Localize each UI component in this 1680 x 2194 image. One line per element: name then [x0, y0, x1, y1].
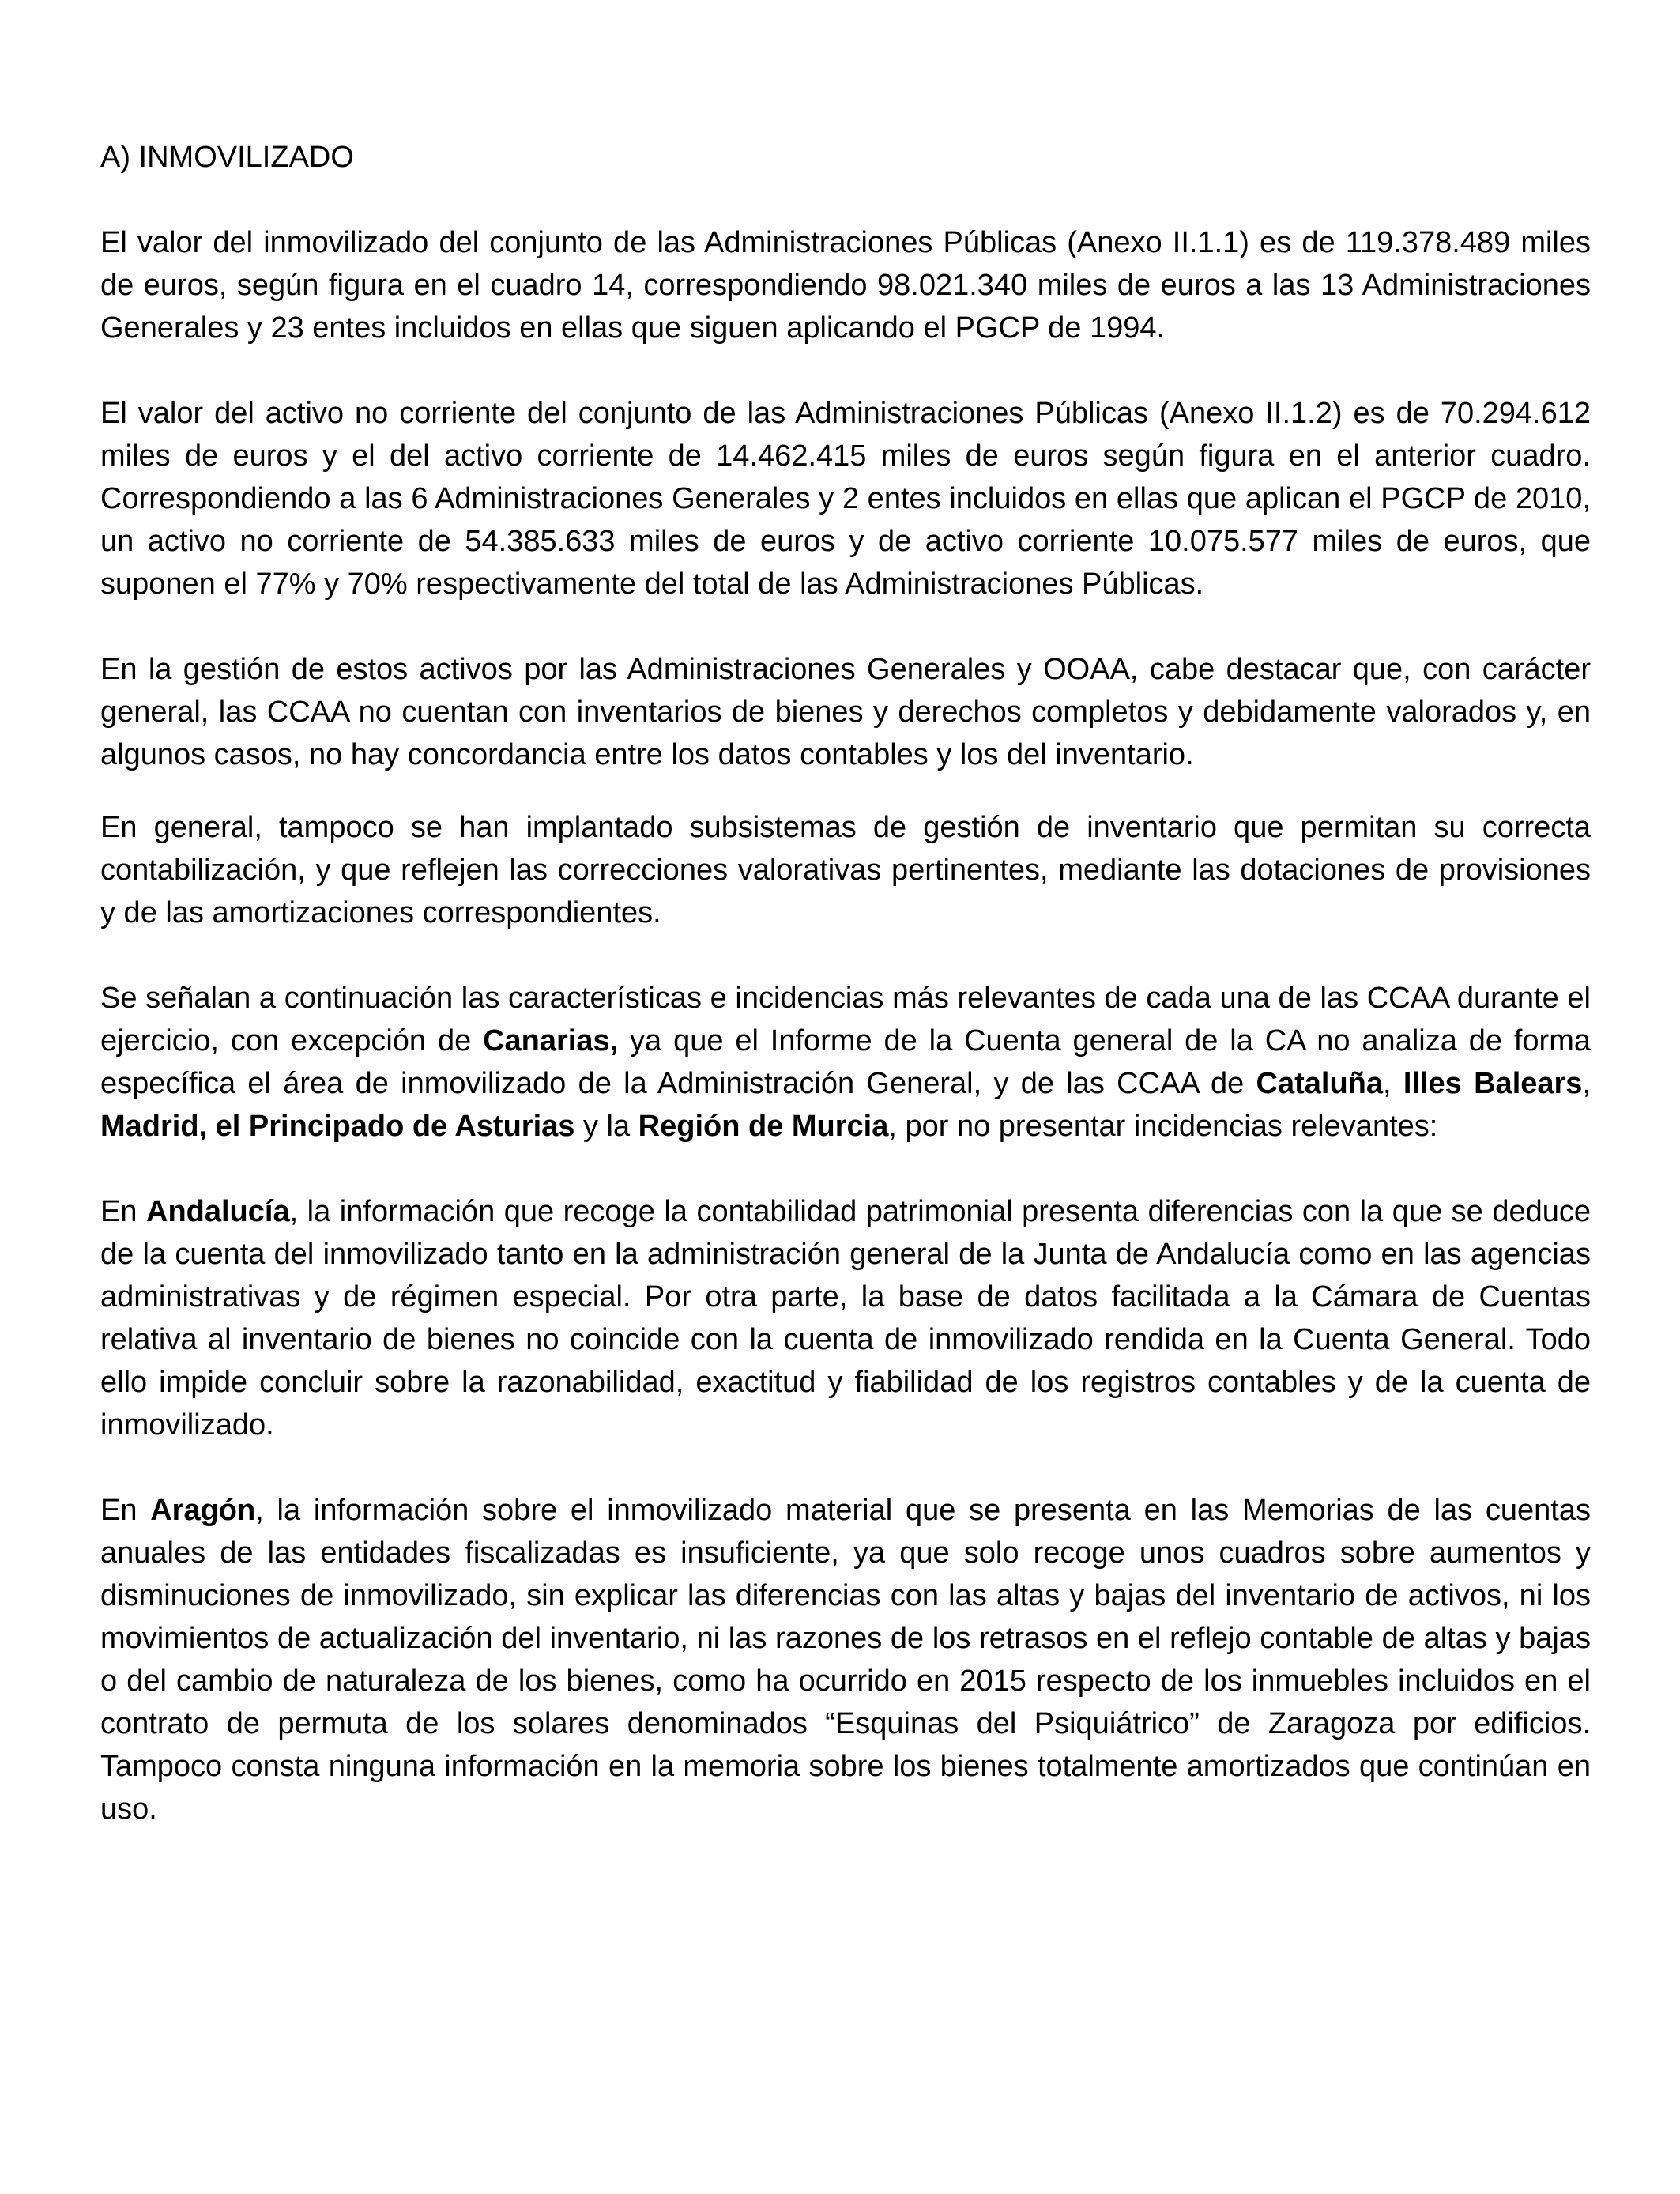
- text-run: ,: [1582, 1067, 1591, 1100]
- text-run: ya que el Informe de la Cuenta general de la CA no analiza de forma específica el área de inmovilizado de la Administración General, y de las CCAA de: [100, 1024, 1591, 1100]
- bold-aragon: Aragón: [150, 1494, 256, 1527]
- bold-canarias: Canarias,: [483, 1024, 619, 1057]
- text-run: ,: [1383, 1067, 1403, 1100]
- paragraph-subsistemas-inventario: En general, tampoco se han implantado subsistemas de gestión de inventario que permitan su correcta contabilización, y que reflejen las correcciones valorativas pertinentes, mediante las dotaciones de provisiones y de las amortizaciones correspondientes.: [100, 811, 1591, 929]
- text-run: , por no presentar incidencias relevantes:: [888, 1110, 1438, 1143]
- bold-region-murcia: Región de Murcia: [638, 1110, 889, 1143]
- paragraph-aragon: [100, 1489, 1591, 1830]
- paragraph-inmovilizado-value: El valor del inmovilizado del conjunto de las Administraciones Públicas (Anexo II.1.1) es de 119.378.489 miles de euros, según figura en el cuadro 14, correspondiendo 98.021.340 miles de euros a las 13 Administraciones Generales y 23 entes incluidos en ellas que siguen aplicando el PGCP de 1994.: [100, 226, 1591, 345]
- section-heading: A) INMOVILIZADO: [100, 141, 354, 174]
- bold-cataluna: Cataluña: [1256, 1067, 1384, 1100]
- paragraph-gestion-activos: En la gestión de estos activos por las Administraciones Generales y OOAA, cabe destacar que, con carácter general, las CCAA no cuentan con inventarios de bienes y derechos completos y debidamente valorados y, en algunos casos, no hay concordancia entre los datos contables y los del inventario.: [100, 653, 1591, 771]
- text-run: , la información sobre el inmovilizado material que se presenta en las Memorias de las cuentas anuales de las entidades fiscalizadas es insuficiente, ya que solo recoge unos cuadros sobre aumentos y disminuciones de inmovilizado, sin explicar las diferencias con las altas y bajas del inventario de activos, ni los movimientos de actualización del inventario, ni las razones de los retrasos en el reflejo contable de altas y bajas o del cambio de naturaleza de los bienes, como ha ocurrido en 2015 respecto de los inmuebles incluidos en el contrato de permuta de los solares denominados “Esquinas del Psiquiátrico” de Zaragoza por edificios. Tampoco consta ninguna información en la memoria sobre los bienes totalmente amortizados que continúan en uso.: [100, 1494, 1591, 1826]
- text-run: En: [100, 1494, 151, 1527]
- text-run: En: [100, 1195, 146, 1228]
- paragraph-caracteristicas-ccaa: [100, 977, 1591, 1148]
- text-run: , la información que recoge la contabilidad patrimonial presenta diferencias con la que se deduce de la cuenta del inmovilizado tanto en la administración general de la Junta de Andalucía como en las agencias administrativas y de régimen especial. Por otra parte, la base de datos facilitada a la Cámara de Cuentas relativa al inventario de bienes no coincide con la cuenta de inmovilizado rendida en la Cuenta General. Todo ello impide concluir sobre la razonabilidad, exactitud y fiabilidad de los registros contables y de la cuenta de inmovilizado.: [100, 1195, 1591, 1442]
- text-run: y la: [574, 1110, 638, 1143]
- bold-andalucia: Andalucía: [146, 1195, 290, 1228]
- text-run: Se señalan a continuación las características e incidencias más relevantes de cada una de las CCAA durante el ejercicio, con excepción de: [100, 982, 1591, 1057]
- bold-madrid-asturias: Madrid, el Principado de Asturias: [100, 1110, 575, 1143]
- paragraph-activo-no-corriente: El valor del activo no corriente del conjunto de las Administraciones Públicas (Anexo II.1.2) es de 70.294.612 miles de euros y el del activo corriente de 14.462.415 miles de euros según figura en el anterior cuadro. Correspondiendo a las 6 Administraciones Generales y 2 entes incluidos en ellas que aplican el PGCP de 2010, un activo no corriente de 54.385.633 miles de euros y de activo corriente 10.075.577 miles de euros, que suponen el 77% y 70% respectivamente del total de las Administraciones Públicas.: [100, 397, 1591, 601]
- paragraph-andalucia: [100, 1190, 1591, 1446]
- bold-illes-balears: Illes Balears: [1403, 1067, 1583, 1100]
- document-page: [100, 136, 1591, 1830]
